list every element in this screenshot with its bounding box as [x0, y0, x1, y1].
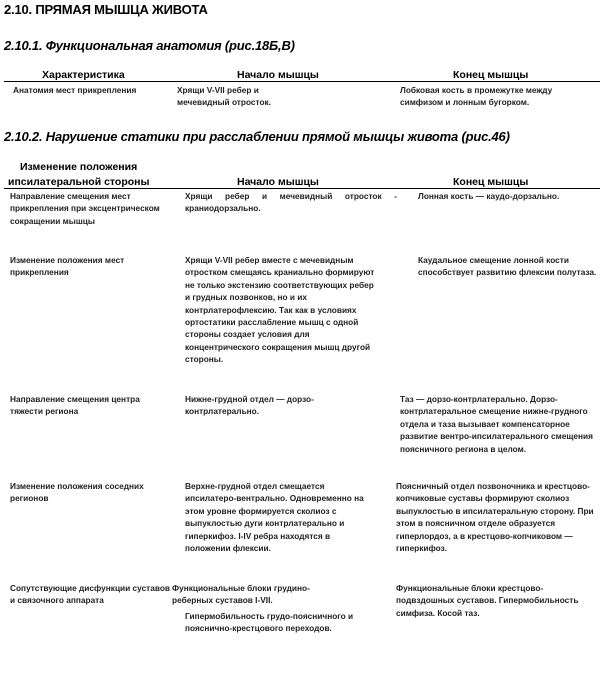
table-cell-characteristic: Направление смещения центра тяжести региона: [10, 394, 140, 417]
page-title: 2.10. ПРЯМАЯ МЫШЦА ЖИВОТА: [4, 2, 208, 17]
column-header-position-line1: Изменение положения: [20, 161, 138, 173]
table-cell-characteristic: Направление смещения мест прикрепления при эксцентрическом сокращении мышцы: [10, 191, 160, 226]
table-cell-insertion: Лобковая кость в промежутке между симфизом и лонным бугорком.: [400, 85, 553, 108]
table-cell-origin: Хрящи ребер и мечевидный отросток - краниодорзально.: [185, 191, 397, 214]
header-underline: [4, 188, 600, 189]
table-cell-insertion: Поясничный отдел позвоночника и крестцово-копчиковые суставы формируют сколиоз выпуклостью в ипсилатеральную сторону. При этом в поясничном отделе образуется гиперлордоз, а в крестцово-копчиковом — гиперкифоз.: [396, 481, 594, 554]
table-cell-origin: Хрящи V-VII ребер и мечевидный отросток.: [177, 85, 271, 108]
table-cell-insertion: Таз — дорзо-контрлатерально. Дорзо-контрлатеральное смещение нижне-грудного отдела и таза вызывает компенсаторное развитие вентро-ипсилатерального смещения поясничного региона в целом.: [400, 394, 593, 454]
column-header-insertion: Конец мышцы: [453, 176, 529, 188]
table-cell-origin: Нижне-грудной отдел — дорзо-контрлатерально.: [185, 394, 314, 417]
table-cell-characteristic: Изменение положения мест прикрепления: [10, 255, 125, 278]
table-cell-origin: Функциональные блоки грудино-реберных суставов I-VII.: [172, 583, 310, 606]
table-cell-insertion: Лонная кость — каудо-дорзально.: [418, 191, 560, 201]
column-header-characteristic: Характеристика: [42, 69, 125, 81]
table-cell-origin-continued: Гипермобильность грудо-поясничного и пояснично-крестцового переходов.: [185, 611, 354, 634]
table-cell-characteristic: Анатомия мест прикрепления: [13, 85, 137, 95]
column-header-insertion: Конец мышцы: [453, 69, 529, 81]
table-cell-insertion: Функциональные блоки крестцово-подвздошных суставов. Гипермобильность симфиза. Косой таз.: [396, 583, 579, 618]
table-cell-characteristic: Сопутствующие дисфункции суставов и связочного аппарата: [10, 583, 171, 606]
table-cell-characteristic: Изменение положения соседних регионов: [10, 481, 144, 504]
table-cell-origin: Верхне-грудной отдел смещается ипсилатеро-вентрально. Одновременно на этом уровне формируется сколиоз с выпуклостью дуги контрлатерально и гиперкифоз. I-IV ребра находятся в положении флексии.: [185, 481, 364, 554]
section-heading-statics: 2.10.2. Нарушение статики при расслаблении прямой мышцы живота (рис.46): [4, 129, 510, 144]
column-header-position-line2: ипсилатеральной стороны: [8, 176, 150, 188]
table-cell-origin: Хрящи V-VII ребер вместе с мечевидным отростком смещаясь краниально формируют не только экстензию соответствующих ребер и грудных позвонков, но и их контрлатерофлексию. Так как в условиях ортостатики расслабление мышц с одной стороны создает условия для концентрического сокращения мышц другой стороны.: [185, 255, 375, 365]
section-heading-anatomy: 2.10.1. Функциональная анатомия (рис.18Б,В): [4, 38, 295, 53]
table-cell-insertion: Каудальное смещение лонной кости способствует развитию флексии полутаза.: [418, 255, 597, 278]
column-header-origin: Начало мышцы: [237, 176, 319, 188]
column-header-origin: Начало мышцы: [237, 69, 319, 81]
